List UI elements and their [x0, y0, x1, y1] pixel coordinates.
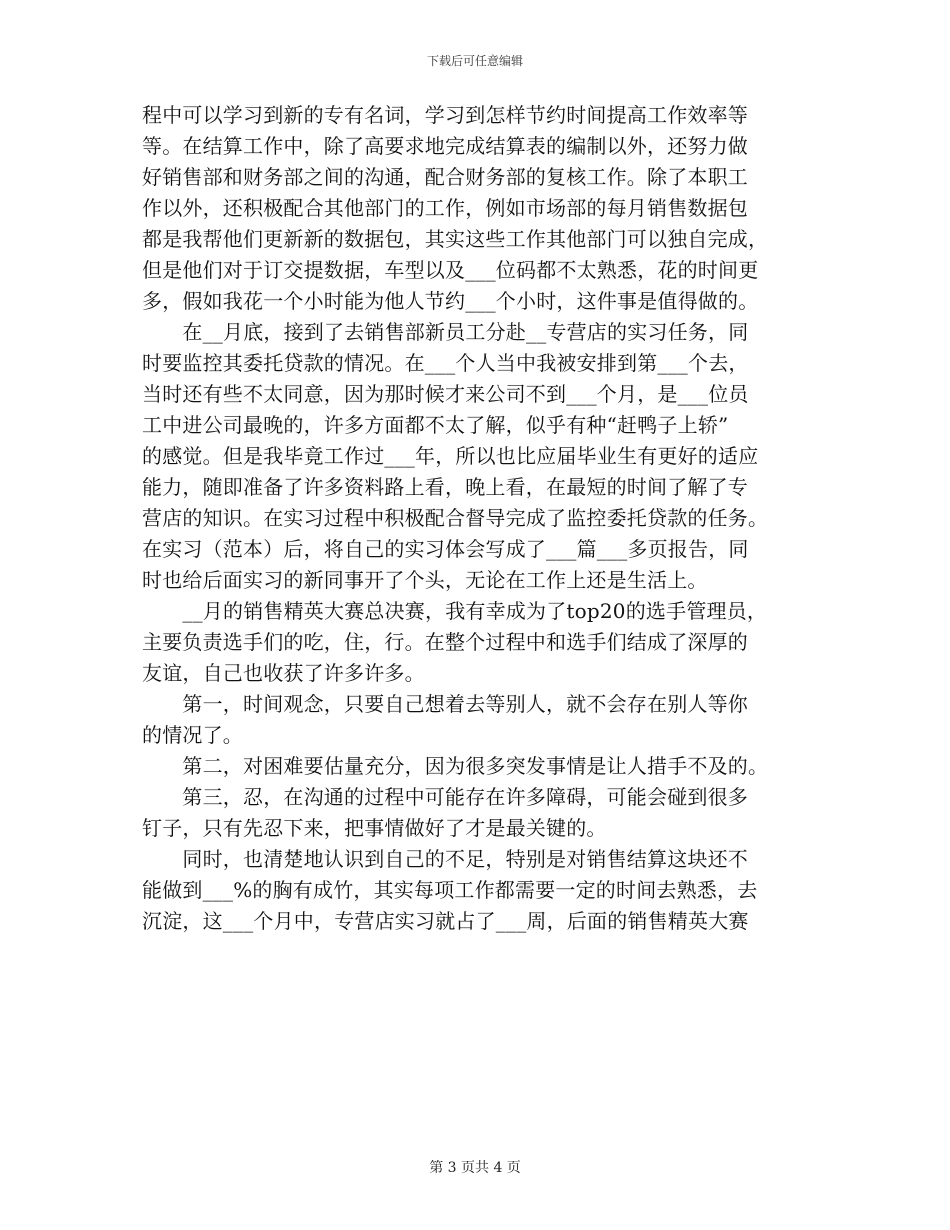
text-line: 在实习（范本）后，将自己的实习体会写成了___篇___多页报告，同 — [142, 537, 749, 561]
text-line: 友谊，自己也收获了许多许多。 — [142, 661, 425, 685]
text-line: 时也给后面实习的新同事开了个头，无论在工作上还是生活上。 — [142, 568, 708, 592]
text-line: 主要负责选手们的吃，住，行。在整个过程中和选手们结成了深厚的 — [142, 630, 748, 654]
text-line: 程中可以学习到新的专有名词，学习到怎样节约时间提高工作效率等 — [142, 103, 748, 127]
text-line: 沉淀，这___个月中，专营店实习就占了___周，后面的销售精英大赛 — [142, 909, 749, 933]
text-line: 好销售部和财务部之间的沟通，配合财务部的复核工作。除了本职工 — [142, 165, 748, 189]
text-line: 多，假如我花一个小时能为他人节约___个小时，这件事是值得做的。 — [142, 289, 759, 313]
text-line: 同时，也清楚地认识到自己的不足，特别是对销售结算这块还不 — [142, 847, 748, 871]
text-line: 的情况了。 — [142, 723, 243, 747]
text-line: 时要监控其委托贷款的情况。在___个人当中我被安排到第___个去， — [142, 351, 749, 375]
text-line: 钉子，只有先忍下来，把事情做好了才是最关键的。 — [142, 816, 607, 840]
text-line: 第二，对困难要估量充分，因为很多突发事情是让人措手不及的。 — [142, 754, 769, 778]
text-line: 当时还有些不太同意，因为那时候才来公司不到___个月，是___位员 — [142, 382, 749, 406]
page-number: 第 3 页共 4 页 — [429, 1160, 521, 1176]
text-line: 在__月底，接到了去销售部新员工分赴__专营店的实习任务，同 — [142, 320, 749, 344]
text-line: 工中进公司最晚的，许多方面都不太了解，似乎有种“赶鸭子上轿” — [142, 413, 729, 437]
text-line: 能做到___%的胸有成竹，其实每项工作都需要一定的时间去熟悉，去 — [142, 878, 758, 902]
document-body — [142, 100, 818, 937]
text-line: 营店的知识。在实习过程中积极配合督导完成了监控委托贷款的任务。 — [142, 506, 769, 530]
text-line: 的感觉。但是我毕竟工作过___年，所以也比应届毕业生有更好的适应 — [142, 444, 759, 468]
text-line: 都是我帮他们更新新的数据包，其实这些工作其他部门可以独自完成， — [142, 227, 769, 251]
text-line: 但是他们对于订交提数据，车型以及___位码都不太熟悉，花的时间更 — [142, 258, 759, 282]
text-line: __月的销售精英大赛总决赛，我有幸成为了top20的选手管理员， — [142, 599, 768, 623]
text-line: 第三，忍，在沟通的过程中可能存在许多障碍，可能会碰到很多 — [142, 785, 748, 809]
text-line: 第一，时间观念，只要自己想着去等别人，就不会存在别人等你 — [142, 692, 748, 716]
text-line: 能力，随即准备了许多资料路上看，晚上看，在最短的时间了解了专 — [142, 475, 748, 499]
text-line: 等。在结算工作中，除了高要求地完成结算表的编制以外，还努力做 — [142, 134, 748, 158]
text-line: 作以外，还积极配合其他部门的工作，例如市场部的每月销售数据包 — [142, 196, 748, 220]
page-header: 下载后可任意编辑 — [426, 54, 523, 68]
